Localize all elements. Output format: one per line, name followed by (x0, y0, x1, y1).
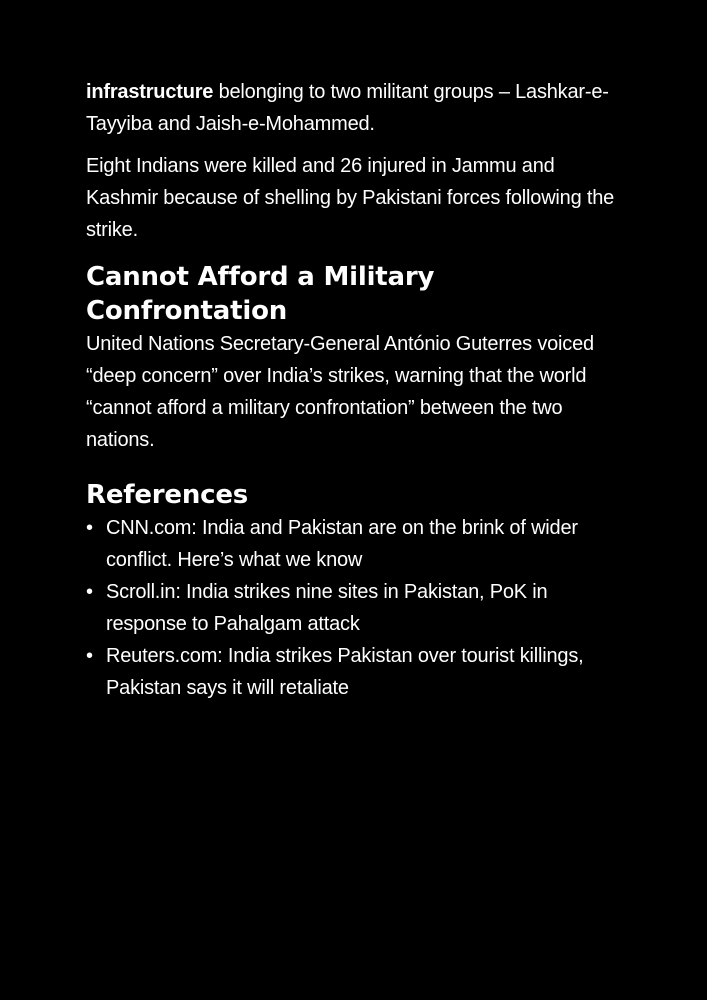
bullet-icon: • (86, 645, 93, 667)
references-heading: References (86, 480, 249, 510)
reference-text: Reuters.com: India strikes Pakistan over tourist killings, Pakistan says it will retaliate (106, 645, 584, 699)
section-heading-confrontation: Cannot Afford a Military Confrontation (86, 262, 435, 326)
article-body (86, 76, 626, 704)
intro-paragraph-text: belonging to two militant groups – Lashkar-e-Tayyiba and Jaish-e-Mohammed. (86, 81, 609, 135)
intro-bold-term: infrastructure (86, 81, 214, 103)
reference-item (86, 512, 626, 576)
intro-paragraph (86, 76, 626, 140)
un-statement-paragraph: United Nations Secretary-General António Guterres voiced “deep concern” over India’s strikes, warning that the world “cannot afford a military confrontation” between the two nations. (86, 333, 594, 451)
bullet-icon: • (86, 581, 93, 603)
reference-item (86, 576, 626, 640)
reference-text: Scroll.in: India strikes nine sites in Pakistan, PoK in response to Pahalgam attack (106, 581, 548, 635)
references-list (86, 512, 626, 704)
casualties-paragraph: Eight Indians were killed and 26 injured in Jammu and Kashmir because of shelling by Pakistani forces following the strike. (86, 155, 615, 241)
reference-text: CNN.com: India and Pakistan are on the brink of wider conflict. Here’s what we know (106, 517, 578, 571)
bullet-icon: • (86, 517, 93, 539)
reference-item (86, 640, 626, 704)
